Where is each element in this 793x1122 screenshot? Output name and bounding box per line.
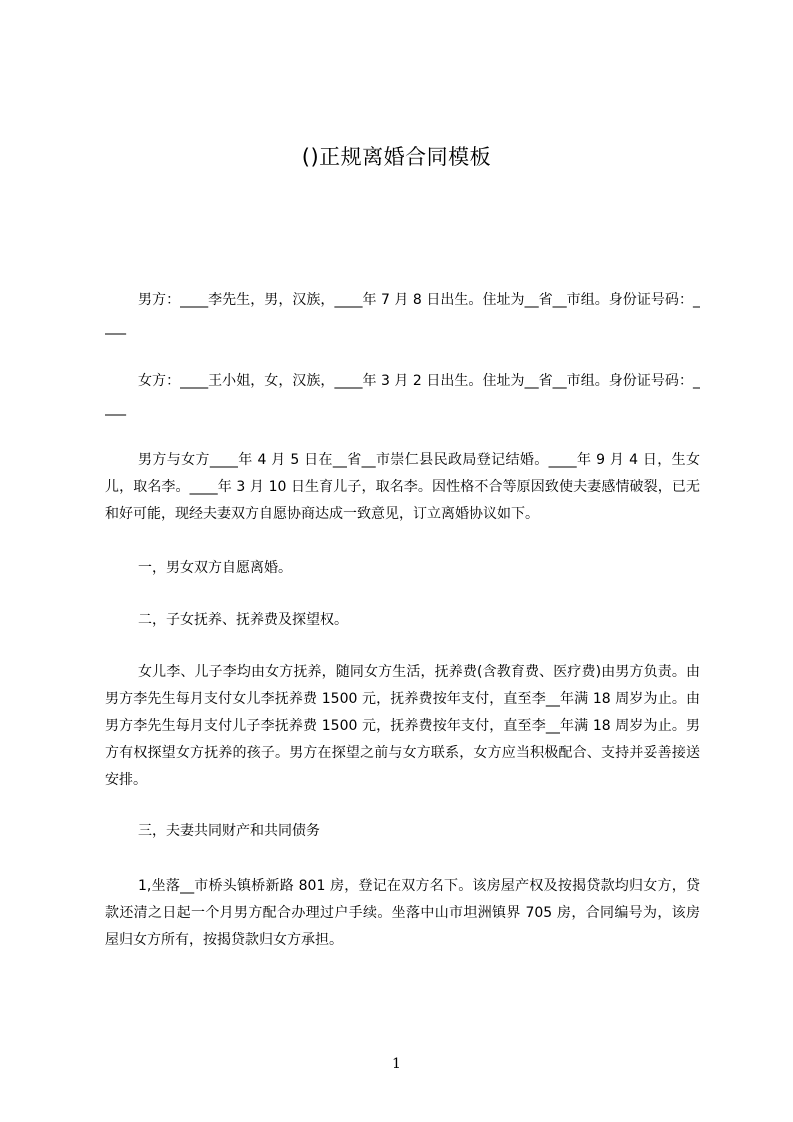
property-item-1-paragraph: 1,坐落__市桥头镇桥新路 801 房，登记在双方名下。该房屋产权及按揭贷款均归女方，贷款还清之日起一个月男方配合办理过户手续。坐落中山市坦洲镇界 705 房，合同编号为，该房屋归女方所有，按揭贷款归女方承担。: [105, 878, 700, 948]
section-1-heading: 一，男女双方自愿离婚。: [138, 560, 292, 576]
section-2-heading: 二，子女抚养、抚养费及探望权。: [138, 612, 348, 628]
document-title: ()正规离婚合同模板: [301, 145, 492, 169]
child-custody-paragraph: 女儿李、儿子李均由女方抚养，随同女方生活，抚养费(含教育费、医疗费)由男方负责。由男方李先生每月支付女儿李抚养费 1500 元，抚养费按年支付，直至李__年满 18 周岁为止。由男方李先生每月支付儿子李抚养费 1500 元，抚养费按年支付，直至李__年满 18 周岁为止。男方有权探望女方抚养的孩子。男方在探望之前与女方联系，女方应当积极配合、支持并妥善接送安排。: [105, 664, 700, 788]
female-party-paragraph: 女方：____王小姐，女，汉族，____年 3 月 2 日出生。住址为__省__市组。身份证号码：____: [105, 373, 700, 416]
marriage-intro-paragraph: 男方与女方____年 4 月 5 日在__省__市崇仁县民政局登记结婚。____年 9 月 4 日，生女儿，取名李。____年 3 月 10 日生育儿子，取名李。因性格不合等原因致使夫妻感情破裂，已无和好可能，现经夫妻双方自愿协商达成一致意见，订立离婚协议如下。: [105, 452, 700, 522]
male-party-paragraph: 男方：____李先生，男，汉族，____年 7 月 8 日出生。住址为__省__市组。身份证号码：____: [105, 292, 700, 335]
section-3-heading: 三，夫妻共同财产和共同债务: [138, 823, 320, 839]
page-number: 1: [392, 1056, 401, 1072]
